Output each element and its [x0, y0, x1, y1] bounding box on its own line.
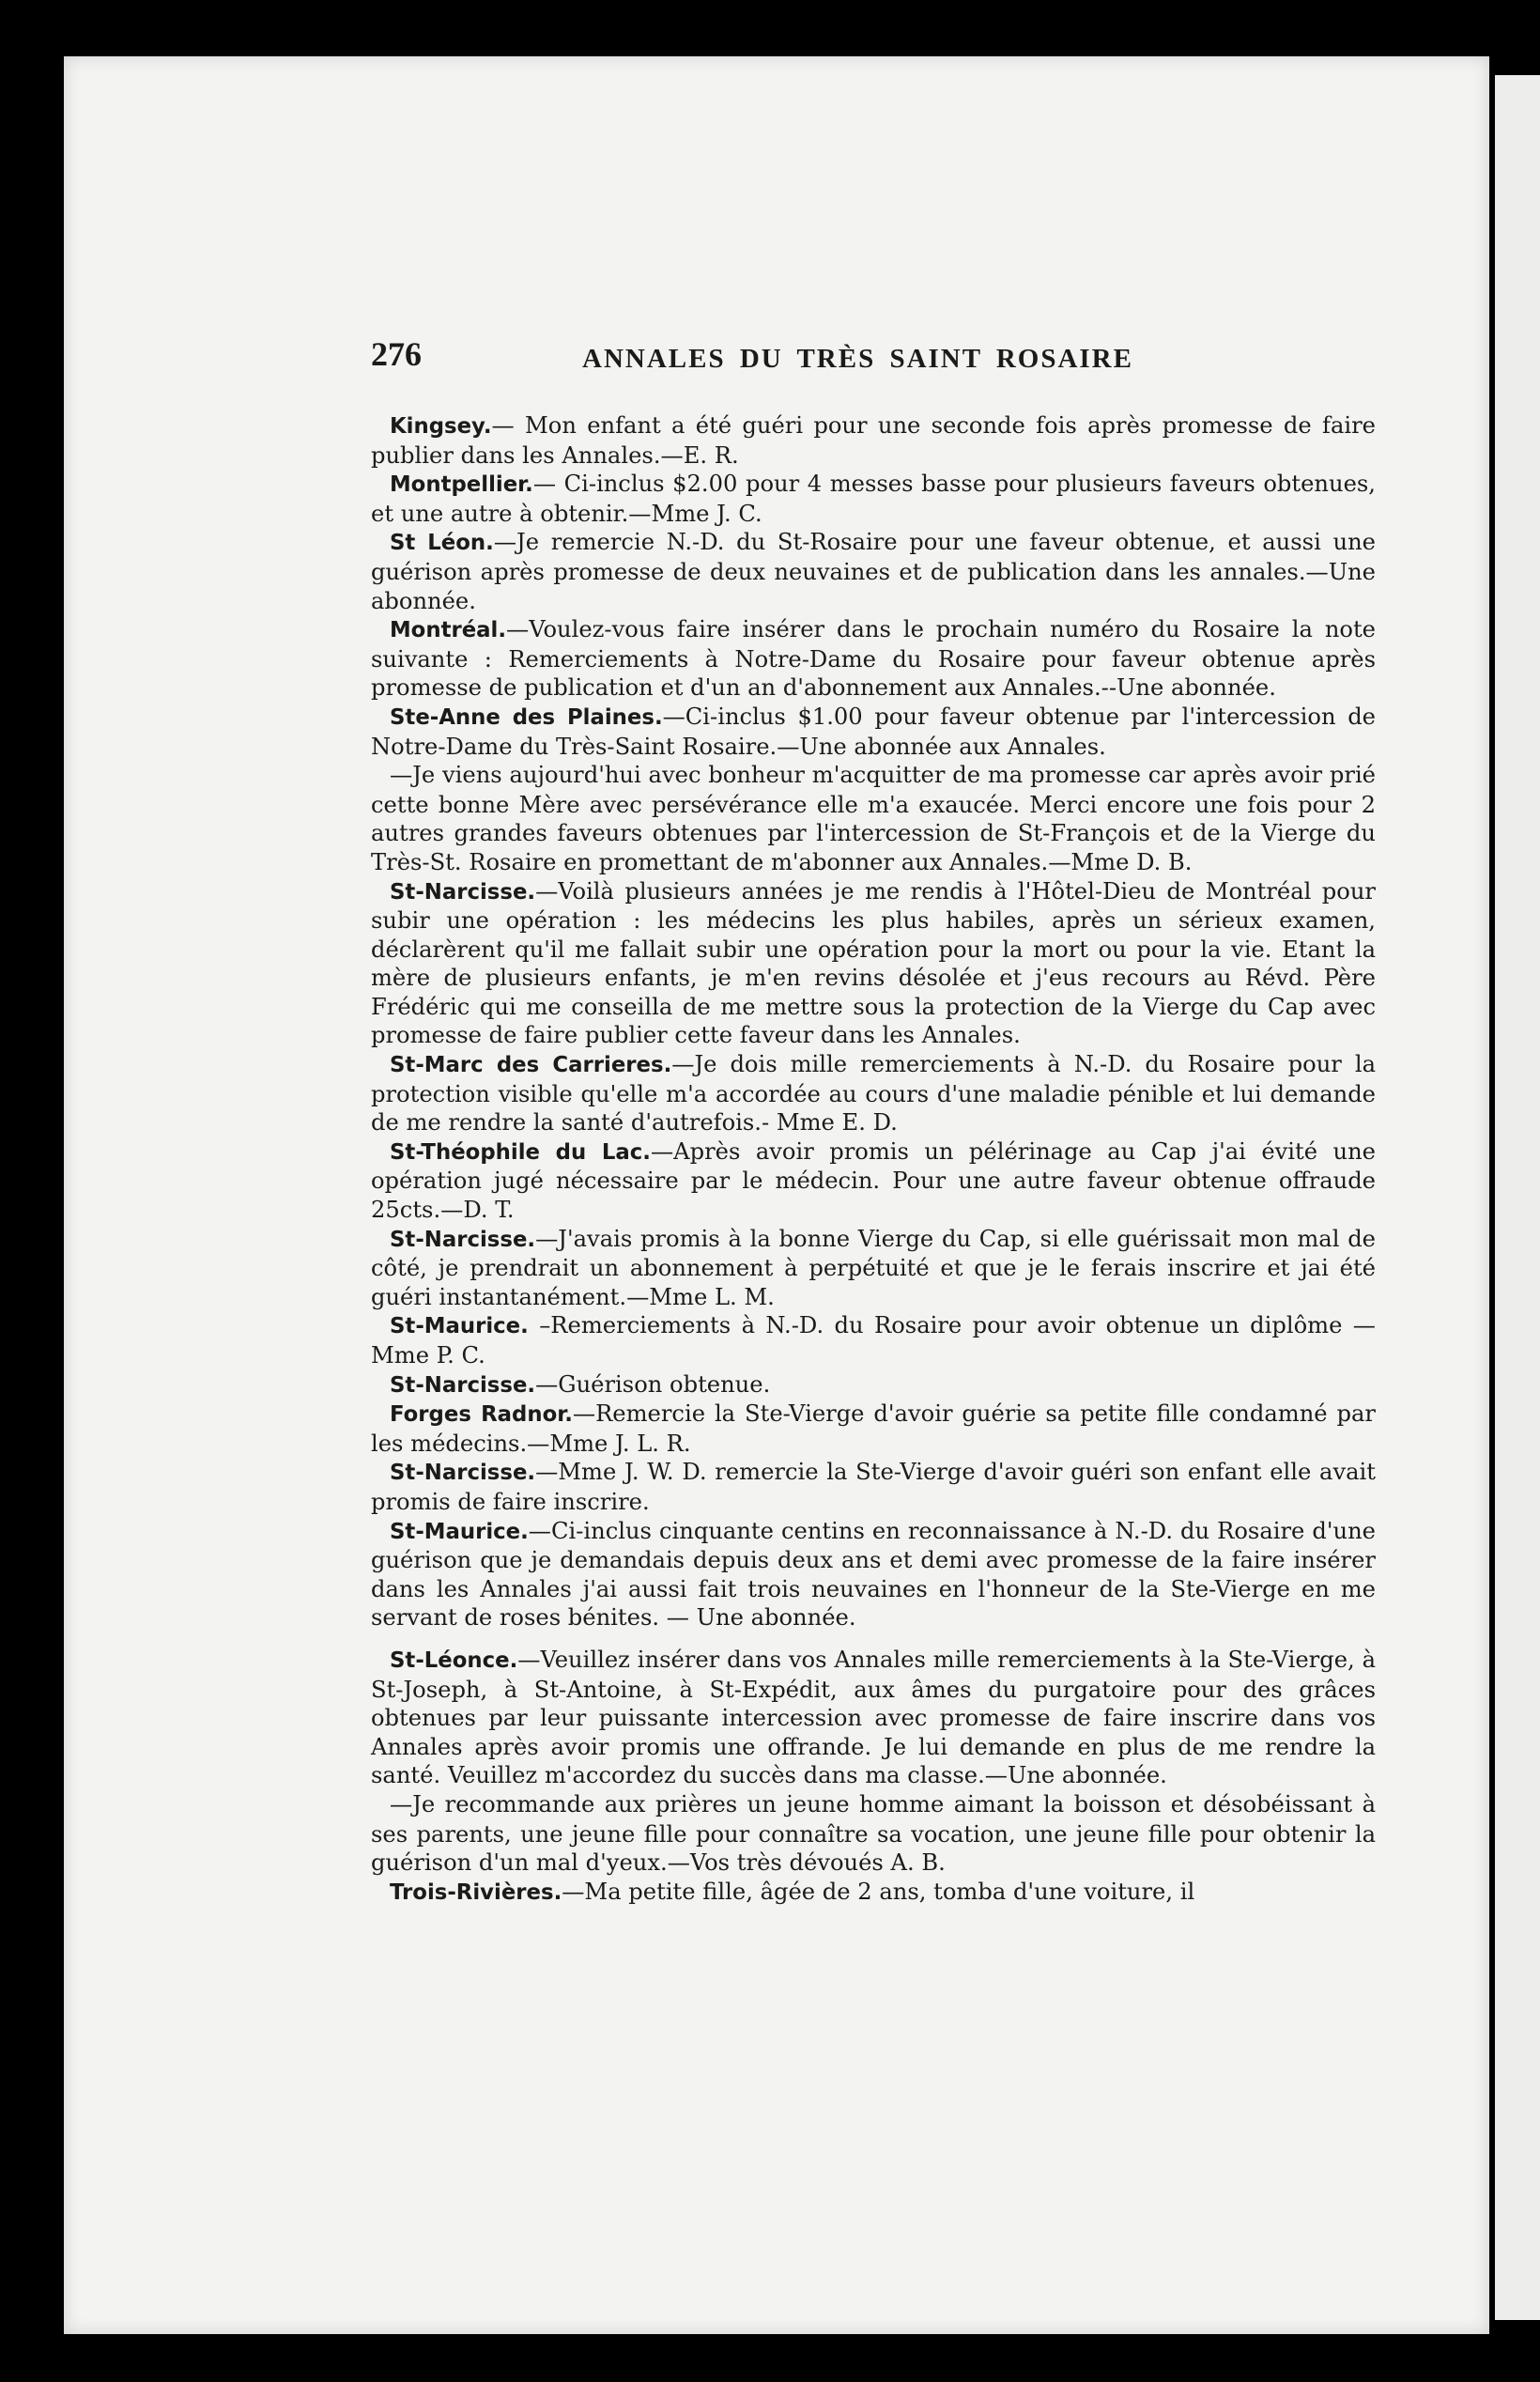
entry-text: —Guérison obtenue. — [535, 1370, 771, 1398]
entry-forges-radnor — [371, 1400, 1376, 1458]
entry-text: —Voulez-vous faire insérer dans le prochain numéro du Rosaire la note suivante : Remerciements à Notre-Dame du Rosaire pour faveur obtenue après promesse de publication et d'un an d'abonnement aux Annales.--Une abonnée. — [371, 616, 1376, 702]
entry-text: —Ci-inclus cinquante centins en reconnaissance à N.-D. du Rosaire d'une guérison que je demandais depuis deux ans et demi avec promesse de la faire insérer dans les Annales j'ai aussi fait trois neuvaines en l'honneur de la Ste-Vierge en me servant de roses bénites. — Une abonnée. — [371, 1517, 1376, 1632]
entry-text: —Je dois mille remerciements à N.-D. du Rosaire pour la protection visible qu'elle m'a accordée au cours d'une maladie pénible et lui demande de me rendre la santé d'autrefois.- Mme E. D. — [371, 1051, 1377, 1137]
entry-text: –Remerciements à N.-D. du Rosaire pour avoir obtenue un diplôme —Mme P. C. — [371, 1312, 1376, 1369]
text-column — [371, 334, 1376, 1907]
entry-ste-anne-des-plaines — [371, 703, 1376, 761]
entry-place: St-Narcisse. — [390, 879, 536, 905]
entry-place: Ste-Anne des Plaines. — [390, 704, 663, 730]
entry-unnamed-1 — [371, 761, 1376, 876]
entry-montreal — [371, 615, 1376, 703]
page-header — [371, 334, 1376, 389]
entry-unnamed-2 — [371, 1790, 1376, 1878]
entry-text: —Veuillez insérer dans vos Annales mille remerciements à la Ste-Vierge, à St-Joseph, à St-Antoine, à St-Expédit, aux âmes du purgatoire pour des grâces obtenues par leur puissante intercession avec promesse de faire inscrire dans vos Annales après avoir promis une offrande. Je lui demande en plus de me rendre la santé. Veuillez m'accordez du succès dans ma classe.—Une abonnée. — [371, 1646, 1376, 1789]
entry-place: St-Narcisse. — [390, 1461, 536, 1486]
entry-st-leon — [371, 528, 1376, 615]
entry-text: —Après avoir promis un pélérinage au Cap j'ai évité une opération jugé nécessaire par le médecin. Pour une autre faveur obtenue offraude 25cts.—D. T. — [371, 1137, 1376, 1224]
entry-st-narcisse-3 — [371, 1370, 1376, 1400]
entry-st-narcisse-4 — [371, 1458, 1376, 1516]
entry-text: — Mon enfant a été guéri pour une seconde fois après promesse de faire publier dans les Annales.—E. R. — [371, 412, 1376, 469]
entry-place: Kingsey. — [390, 414, 492, 439]
entry-place: St-Narcisse. — [390, 1227, 536, 1252]
entry-place: Montréal. — [390, 618, 507, 643]
entry-place: St-Théophile du Lac. — [390, 1139, 651, 1165]
entry-montpellier — [371, 470, 1376, 528]
entry-st-marc-des-carrieres — [371, 1050, 1376, 1137]
entry-text: —Je recommande aux prières un jeune homme aimant la boisson et désobéissant à ses parents, une jeune fille pour connaître sa vocation, une jeune fille pour obtenir la guérison d'un mal d'yeux.—Vos très dévoués A. B. — [371, 1790, 1376, 1877]
entry-text: —Je remercie N.-D. du St-Rosaire pour une faveur obtenue, et aussi une guérison après promesse de deux neuvaines et de publication dans les annales.—Une abonnée. — [371, 529, 1376, 614]
entry-text: —Ci-inclus $1.00 pour faveur obtenue par l'intercession de Notre-Dame du Très-Saint Rosaire.—Une abonnée aux Annales. — [371, 703, 1376, 760]
entry-text: —Je viens aujourd'hui avec bonheur m'acquitter de ma promesse car après avoir prié cette bonne Mère avec persévérance elle m'a exaucée. Merci encore une fois pour 2 autres grandes faveurs obtenues par l'intercession de St-François et de la Vierge du Très-St. Rosaire en promettant de m'abonner aux Annales.—Mme D. B. — [371, 762, 1376, 875]
entry-st-narcisse-1 — [371, 877, 1376, 1051]
entry-st-maurice-1 — [371, 1311, 1376, 1369]
entry-trois-rivieres — [371, 1878, 1376, 1908]
entry-st-leonce — [371, 1646, 1376, 1790]
running-title: ANNALES DU TRÈS SAINT ROSAIRE — [582, 344, 1133, 374]
entry-place: Forges Radnor. — [390, 1402, 573, 1428]
entry-text: —Ma petite fille, âgée de 2 ans, tomba d'une voiture, il — [562, 1878, 1195, 1905]
entry-text: — Ci-inclus $2.00 pour 4 messes basse pour plusieurs faveurs obtenues, et une autre à obtenir.—Mme J. C. — [371, 471, 1376, 527]
entry-text: —Voilà plusieurs années je me rendis à l'Hôtel-Dieu de Montréal pour subir une opération : les médecins les plus habiles, après un sérieux examen, déclarèrent qu'il me fallait subir une opération pour la mort ou pour la vie. Etant la mère de plusieurs enfants, je m'en revins désolée et j'eus recours au Révd. Père Frédéric qui me conseilla de me mettre sous la protection de la Vierge du Cap avec promesse de faire publier cette faveur dans les Annales. — [371, 877, 1376, 1049]
entry-st-narcisse-2 — [371, 1225, 1376, 1312]
entry-st-theophile-du-lac — [371, 1137, 1376, 1225]
page-number: 276 — [371, 335, 422, 373]
entry-kingsey — [371, 411, 1376, 470]
entry-st-maurice-2 — [371, 1517, 1376, 1632]
entry-place: St-Marc des Carrieres. — [390, 1053, 672, 1078]
entry-place: Trois-Rivières. — [390, 1879, 562, 1905]
entry-text: —Remercie la Ste-Vierge d'avoir guérie sa petite fille condamné par les médecins.—Mme J. L. R. — [371, 1400, 1376, 1457]
entry-place: Montpellier. — [390, 472, 533, 498]
entry-text: —Mme J. W. D. remercie la Ste-Vierge d'avoir guéri son enfant elle avait promis de faire inscrire. — [371, 1459, 1376, 1515]
entry-place: St-Léonce. — [390, 1647, 518, 1673]
entry-text: —J'avais promis à la bonne Vierge du Cap, si elle guérissait mon mal de côté, je prendrait un abonnement à perpétuité et que je le ferais inscrire et jai été guéri instantanément.—Mme L. M. — [371, 1225, 1376, 1310]
entry-place: St-Maurice. — [390, 1314, 529, 1339]
entry-place: St-Narcisse. — [390, 1372, 536, 1398]
adjacent-page-edge — [1495, 75, 1540, 2320]
entry-place: St Léon. — [390, 531, 494, 556]
entry-place: St-Maurice. — [390, 1519, 529, 1544]
